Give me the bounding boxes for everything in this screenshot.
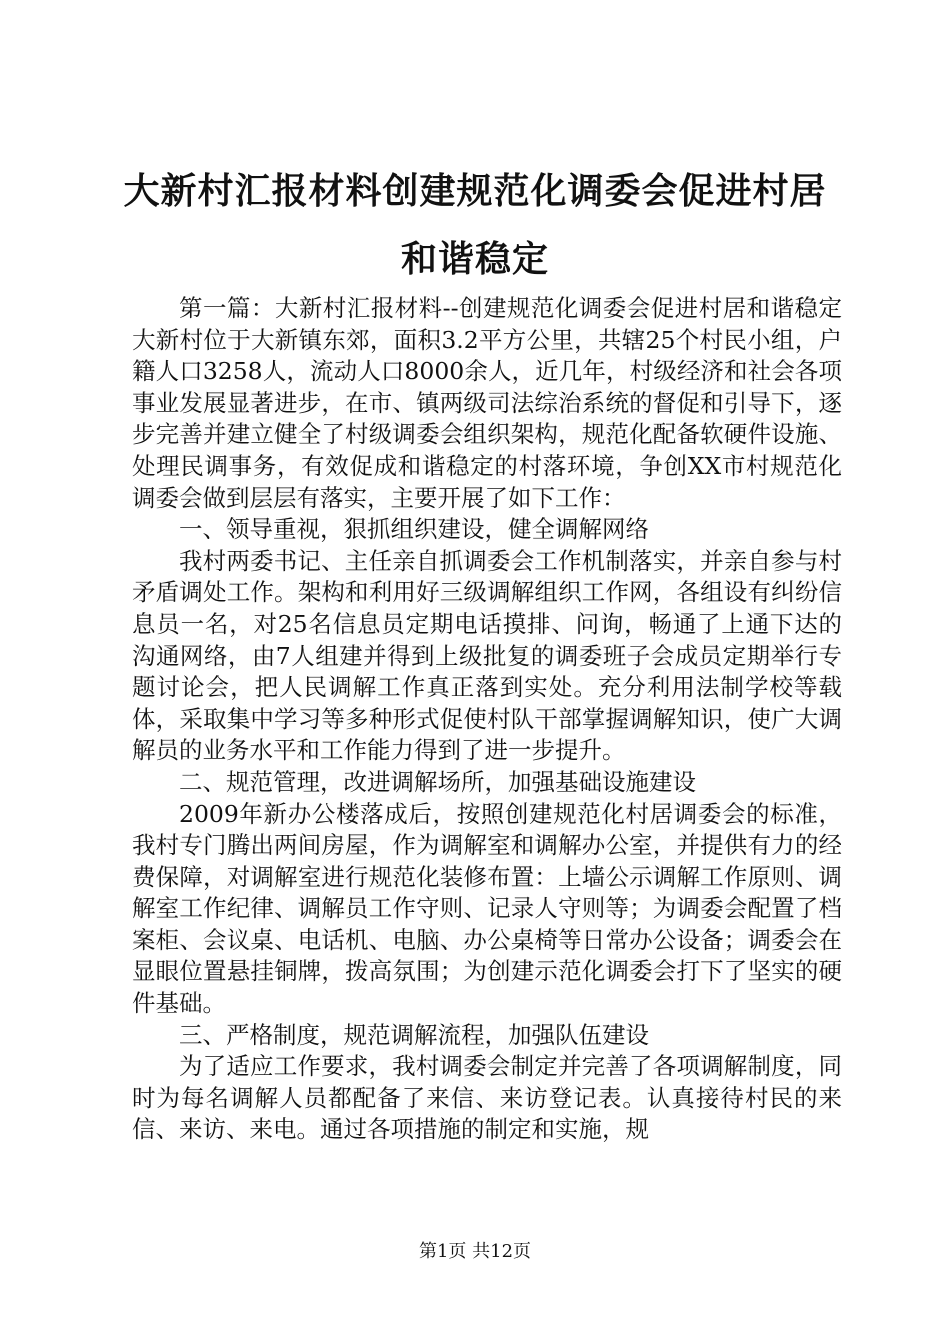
section-heading-2: 二、规范管理，改进调解场所，加强基础设施建设 xyxy=(179,767,696,796)
section-heading-1: 一、领导重视，狠抓组织建设，健全调解网络 xyxy=(179,515,649,544)
section-heading-3: 三、严格制度，规范调解流程，加强队伍建设 xyxy=(179,1020,649,1049)
paragraph-section-1: 我村两委书记、主任亲自抓调委会工作机制落实，并亲自参与村矛盾调处工作。架构和利用好三级调解组织工作网，各组设有纠纷信息员一名，对25名信息员定期电话摸排、问询，畅通了上通下达的沟通网络，由7人组建并得到上级批复的调委班子会成员定期举行专题讨论会，把人民调解工作真正落到实处。充分利用法制学校等载体，采取集中学习等多种形式促使村队干部掌握调解知识，使广大调解员的业务水平和工作能力得到了进一步提升。 xyxy=(132,546,842,765)
document-body xyxy=(132,293,842,1146)
paragraph-section-2: 2009年新办公楼落成后，按照创建规范化村居调委会的标准，我村专门腾出两间房屋，作为调解室和调解办公室，并提供有力的经费保障，对调解室进行规范化装修布置：上墙公示调解工作原则、调解室工作纪律、调解员工作守则、记录人守则等；为调委会配置了档案柜、会议桌、电话机、电脑、办公桌椅等日常办公设备；调委会在显眼位置悬挂铜牌，拨高氛围；为创建示范化调委会打下了坚实的硬件基础。 xyxy=(132,799,842,1018)
paragraph-intro: 第一篇：大新村汇报材料--创建规范化调委会促进村居和谐稳定大新村位于大新镇东郊，面积3.2平方公里，共辖25个村民小组，户籍人口3258人，流动人口8000余人，近几年，村级经济和社会各项事业发展显著进步，在市、镇两级司法综治系统的督促和引导下，逐步完善并建立健全了村级调委会组织架构，规范化配备软硬件设施、处理民调事务，有效促成和谐稳定的村落环境，争创XX市村规范化调委会做到层层有落实，主要开展了如下工作： xyxy=(132,294,842,512)
document-title: 大新村汇报材料创建规范化调委会促进村居和谐稳定 xyxy=(123,171,827,280)
paragraph-section-3: 为了适应工作要求，我村调委会制定并完善了各项调解制度，同时为每名调解人员都配备了来信、来访登记表。认真接待村民的来信、来访、来电。通过各项措施的制定和实施，规 xyxy=(132,1052,842,1144)
page-number: 第1页 共12页 xyxy=(418,1241,532,1262)
